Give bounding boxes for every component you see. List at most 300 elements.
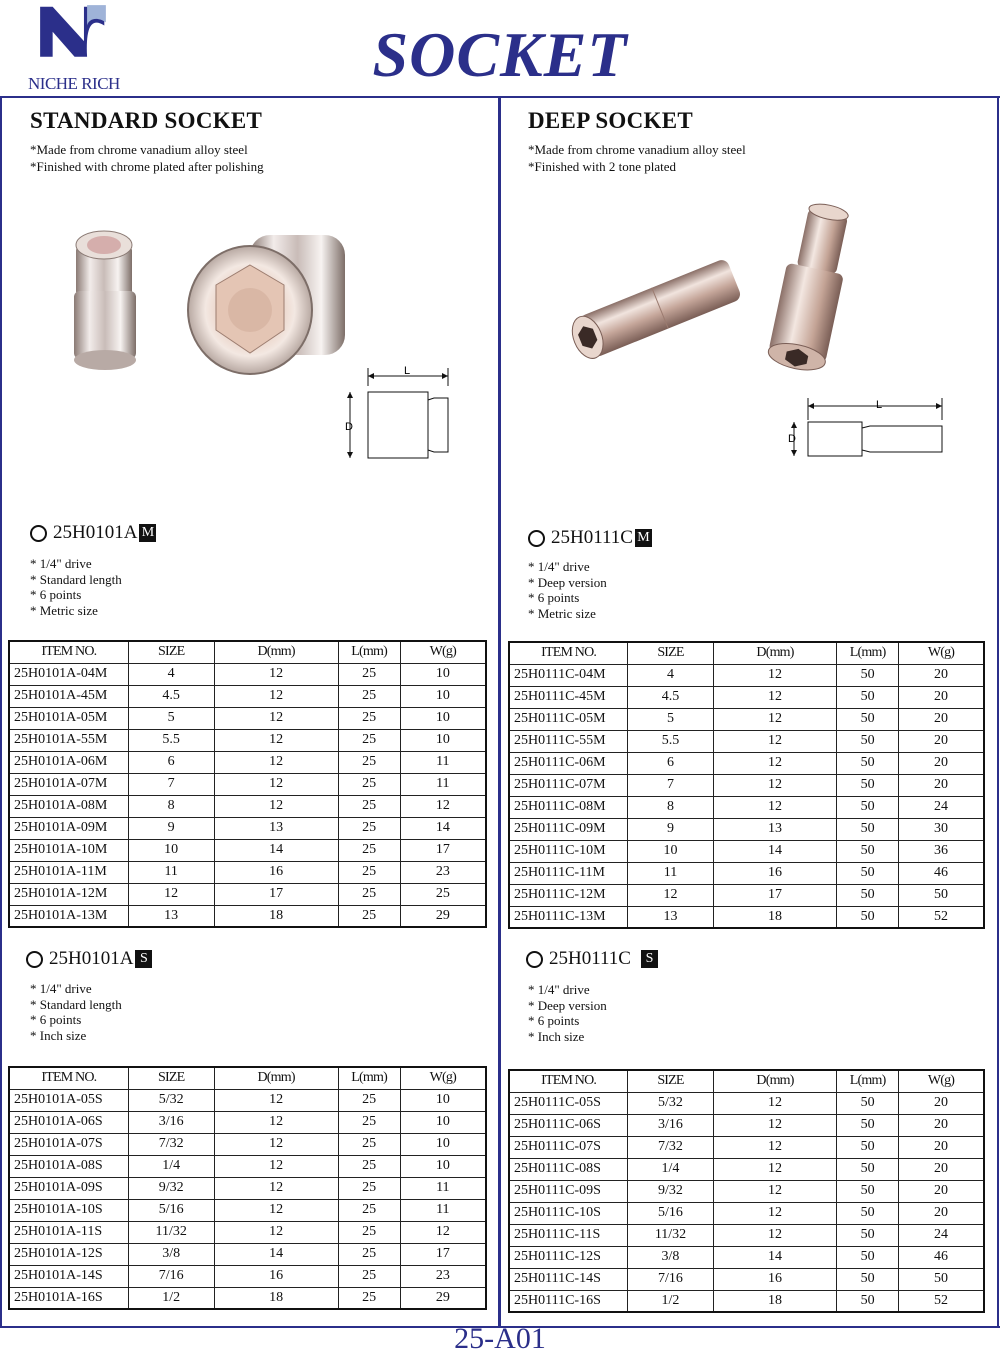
w-cell: 46 bbox=[899, 862, 985, 884]
table-row bbox=[9, 1287, 486, 1309]
item-no-cell: 25H0101A-16S bbox=[9, 1287, 128, 1309]
table-row bbox=[9, 1177, 486, 1199]
item-no-cell: 25H0111C-09M bbox=[509, 818, 628, 840]
spec-list bbox=[528, 559, 607, 621]
deep-metric-table bbox=[508, 641, 985, 929]
w-cell: 17 bbox=[400, 1243, 486, 1265]
item-no-cell: 25H0101A-08M bbox=[9, 795, 128, 817]
size-cell: 5/16 bbox=[628, 1202, 714, 1224]
size-cell: 4 bbox=[628, 664, 714, 686]
deep-section-title: DEEP SOCKET bbox=[528, 108, 693, 133]
table-row bbox=[9, 663, 486, 685]
table-row bbox=[509, 1224, 984, 1246]
table-row bbox=[9, 1111, 486, 1133]
item-no-cell: 25H0101A-09M bbox=[9, 817, 128, 839]
item-no-cell: 25H0101A-45M bbox=[9, 685, 128, 707]
size-cell: 7/16 bbox=[128, 1265, 214, 1287]
size-cell: 9/32 bbox=[628, 1180, 714, 1202]
size-cell: 5 bbox=[628, 708, 714, 730]
w-cell: 11 bbox=[400, 1177, 486, 1199]
size-cell: 8 bbox=[628, 796, 714, 818]
w-cell: 20 bbox=[899, 1114, 985, 1136]
spec-item: * Deep version bbox=[528, 574, 607, 590]
table-row bbox=[9, 1243, 486, 1265]
d-cell: 12 bbox=[214, 1111, 338, 1133]
l-cell: 50 bbox=[837, 774, 899, 796]
spec-item: * Metric size bbox=[30, 602, 98, 618]
table-header-row bbox=[509, 1070, 984, 1092]
l-cell: 25 bbox=[338, 795, 400, 817]
w-cell: 20 bbox=[899, 774, 985, 796]
feature-line: *Finished with chrome plated after polishing bbox=[30, 159, 264, 174]
w-cell: 29 bbox=[400, 905, 486, 927]
table-row bbox=[509, 818, 984, 840]
w-cell: 20 bbox=[899, 1092, 985, 1114]
model-heading bbox=[26, 948, 152, 970]
d-cell: 12 bbox=[713, 1092, 837, 1114]
column-header: W(g) bbox=[899, 642, 985, 664]
d-cell: 17 bbox=[214, 883, 338, 905]
model-number: 25H0111C bbox=[549, 948, 631, 969]
size-cell: 5.5 bbox=[128, 729, 214, 751]
item-no-cell: 25H0111C-08M bbox=[509, 796, 628, 818]
circle-icon bbox=[26, 951, 43, 968]
metric-badge: M bbox=[139, 524, 156, 542]
table-row bbox=[9, 1089, 486, 1111]
table-row bbox=[509, 840, 984, 862]
d-cell: 14 bbox=[713, 1246, 837, 1268]
size-cell: 3/16 bbox=[128, 1111, 214, 1133]
feature-line: *Made from chrome vanadium alloy steel bbox=[528, 142, 746, 157]
dim-length-label: L bbox=[404, 365, 411, 377]
d-cell: 12 bbox=[214, 773, 338, 795]
table-row bbox=[509, 862, 984, 884]
table-row bbox=[9, 839, 486, 861]
table-row bbox=[509, 774, 984, 796]
l-cell: 50 bbox=[837, 730, 899, 752]
d-cell: 12 bbox=[713, 664, 837, 686]
d-cell: 18 bbox=[214, 1287, 338, 1309]
w-cell: 20 bbox=[899, 1180, 985, 1202]
item-no-cell: 25H0101A-11S bbox=[9, 1221, 128, 1243]
item-no-cell: 25H0111C-45M bbox=[509, 686, 628, 708]
size-cell: 11/32 bbox=[128, 1221, 214, 1243]
item-no-cell: 25H0101A-10S bbox=[9, 1199, 128, 1221]
l-cell: 50 bbox=[837, 1092, 899, 1114]
d-cell: 16 bbox=[713, 1268, 837, 1290]
l-cell: 50 bbox=[837, 818, 899, 840]
column-header: ITEM NO. bbox=[9, 641, 128, 663]
d-cell: 18 bbox=[214, 905, 338, 927]
l-cell: 50 bbox=[837, 1224, 899, 1246]
item-no-cell: 25H0111C-06M bbox=[509, 752, 628, 774]
feature-line: *Finished with 2 tone plated bbox=[528, 159, 677, 174]
l-cell: 25 bbox=[338, 729, 400, 751]
w-cell: 29 bbox=[400, 1287, 486, 1309]
column-header: ITEM NO. bbox=[9, 1067, 128, 1089]
deep-dimension-diagram bbox=[780, 392, 950, 462]
dim-length-label: L bbox=[876, 399, 883, 411]
l-cell: 25 bbox=[338, 1111, 400, 1133]
size-cell: 11/32 bbox=[628, 1224, 714, 1246]
w-cell: 20 bbox=[899, 1202, 985, 1224]
l-cell: 25 bbox=[338, 1089, 400, 1111]
l-cell: 50 bbox=[837, 1158, 899, 1180]
item-no-cell: 25H0101A-55M bbox=[9, 729, 128, 751]
w-cell: 52 bbox=[899, 906, 985, 928]
l-cell: 50 bbox=[837, 796, 899, 818]
item-no-cell: 25H0111C-16S bbox=[509, 1290, 628, 1312]
w-cell: 10 bbox=[400, 707, 486, 729]
d-cell: 14 bbox=[713, 840, 837, 862]
l-cell: 50 bbox=[837, 1246, 899, 1268]
l-cell: 50 bbox=[837, 840, 899, 862]
model-number: 25H0101A bbox=[49, 948, 134, 969]
d-cell: 16 bbox=[713, 862, 837, 884]
item-no-cell: 25H0101A-07S bbox=[9, 1133, 128, 1155]
column-header: W(g) bbox=[899, 1070, 985, 1092]
spec-item: * Inch size bbox=[528, 1028, 585, 1044]
w-cell: 10 bbox=[400, 663, 486, 685]
dim-diameter-label: D bbox=[788, 433, 796, 445]
table-row bbox=[9, 861, 486, 883]
size-cell: 9 bbox=[128, 817, 214, 839]
w-cell: 10 bbox=[400, 685, 486, 707]
table-row bbox=[509, 1180, 984, 1202]
column-header: SIZE bbox=[128, 1067, 214, 1089]
size-cell: 5/32 bbox=[628, 1092, 714, 1114]
l-cell: 50 bbox=[837, 752, 899, 774]
size-cell: 13 bbox=[128, 905, 214, 927]
size-cell: 3/16 bbox=[628, 1114, 714, 1136]
w-cell: 12 bbox=[400, 795, 486, 817]
spec-item: * 6 points bbox=[30, 587, 82, 602]
item-no-cell: 25H0101A-14S bbox=[9, 1265, 128, 1287]
column-header: W(g) bbox=[400, 641, 486, 663]
w-cell: 10 bbox=[400, 1155, 486, 1177]
size-cell: 1/2 bbox=[628, 1290, 714, 1312]
l-cell: 25 bbox=[338, 685, 400, 707]
w-cell: 36 bbox=[899, 840, 985, 862]
table-row bbox=[509, 686, 984, 708]
w-cell: 11 bbox=[400, 1199, 486, 1221]
table-row bbox=[509, 730, 984, 752]
l-cell: 25 bbox=[338, 861, 400, 883]
l-cell: 25 bbox=[338, 839, 400, 861]
table-row bbox=[9, 817, 486, 839]
column-header: D(mm) bbox=[713, 642, 837, 664]
table-row bbox=[509, 1136, 984, 1158]
item-no-cell: 25H0111C-12S bbox=[509, 1246, 628, 1268]
size-cell: 5 bbox=[128, 707, 214, 729]
item-no-cell: 25H0111C-07M bbox=[509, 774, 628, 796]
page-number: 25-A01 bbox=[454, 1322, 546, 1353]
w-cell: 52 bbox=[899, 1290, 985, 1312]
item-no-cell: 25H0111C-10S bbox=[509, 1202, 628, 1224]
column-header: W(g) bbox=[400, 1067, 486, 1089]
w-cell: 30 bbox=[899, 818, 985, 840]
table-row bbox=[509, 1114, 984, 1136]
inch-badge: S bbox=[641, 950, 658, 968]
table-header-row bbox=[9, 641, 486, 663]
d-cell: 12 bbox=[214, 663, 338, 685]
d-cell: 12 bbox=[713, 774, 837, 796]
model-heading bbox=[528, 527, 652, 549]
page-title: SOCKET bbox=[372, 19, 628, 90]
w-cell: 10 bbox=[400, 1089, 486, 1111]
spec-item: * 1/4" drive bbox=[30, 556, 92, 571]
l-cell: 25 bbox=[338, 1265, 400, 1287]
table-row bbox=[9, 773, 486, 795]
w-cell: 20 bbox=[899, 686, 985, 708]
size-cell: 7/32 bbox=[128, 1133, 214, 1155]
size-cell: 6 bbox=[128, 751, 214, 773]
size-cell: 13 bbox=[628, 906, 714, 928]
item-no-cell: 25H0101A-11M bbox=[9, 861, 128, 883]
table-row bbox=[509, 752, 984, 774]
table-header-row bbox=[509, 642, 984, 664]
w-cell: 20 bbox=[899, 752, 985, 774]
item-no-cell: 25H0111C-07S bbox=[509, 1136, 628, 1158]
d-cell: 16 bbox=[214, 861, 338, 883]
table-row bbox=[509, 906, 984, 928]
size-cell: 4 bbox=[128, 663, 214, 685]
spec-item: * Standard length bbox=[30, 996, 122, 1012]
column-header: L(mm) bbox=[338, 1067, 400, 1089]
w-cell: 20 bbox=[899, 708, 985, 730]
size-cell: 11 bbox=[128, 861, 214, 883]
size-cell: 1/4 bbox=[128, 1155, 214, 1177]
column-header: SIZE bbox=[628, 1070, 714, 1092]
spec-list bbox=[30, 981, 122, 1043]
l-cell: 25 bbox=[338, 905, 400, 927]
w-cell: 24 bbox=[899, 796, 985, 818]
table-header-row bbox=[9, 1067, 486, 1089]
w-cell: 50 bbox=[899, 884, 985, 906]
w-cell: 10 bbox=[400, 729, 486, 751]
w-cell: 25 bbox=[400, 883, 486, 905]
column-header: L(mm) bbox=[837, 642, 899, 664]
size-cell: 8 bbox=[128, 795, 214, 817]
size-cell: 9/32 bbox=[128, 1177, 214, 1199]
item-no-cell: 25H0101A-10M bbox=[9, 839, 128, 861]
l-cell: 25 bbox=[338, 707, 400, 729]
spec-item: * 6 points bbox=[528, 1013, 580, 1028]
l-cell: 25 bbox=[338, 1133, 400, 1155]
d-cell: 12 bbox=[214, 729, 338, 751]
table-row bbox=[509, 1158, 984, 1180]
l-cell: 50 bbox=[837, 862, 899, 884]
size-cell: 11 bbox=[628, 862, 714, 884]
d-cell: 12 bbox=[713, 1158, 837, 1180]
size-cell: 5/32 bbox=[128, 1089, 214, 1111]
spec-item: * Standard length bbox=[30, 571, 122, 587]
dim-diameter-label: D bbox=[345, 421, 353, 433]
size-cell: 7 bbox=[628, 774, 714, 796]
d-cell: 12 bbox=[214, 1089, 338, 1111]
d-cell: 12 bbox=[713, 708, 837, 730]
l-cell: 25 bbox=[338, 773, 400, 795]
column-header: SIZE bbox=[628, 642, 714, 664]
d-cell: 18 bbox=[713, 906, 837, 928]
w-cell: 50 bbox=[899, 1268, 985, 1290]
w-cell: 23 bbox=[400, 1265, 486, 1287]
size-cell: 1/2 bbox=[128, 1287, 214, 1309]
item-no-cell: 25H0101A-09S bbox=[9, 1177, 128, 1199]
size-cell: 10 bbox=[628, 840, 714, 862]
d-cell: 12 bbox=[713, 1224, 837, 1246]
l-cell: 50 bbox=[837, 664, 899, 686]
spec-item: * Inch size bbox=[30, 1027, 87, 1043]
w-cell: 20 bbox=[899, 1158, 985, 1180]
spec-item: * 6 points bbox=[30, 1012, 82, 1027]
feature-line: *Made from chrome vanadium alloy steel bbox=[30, 142, 248, 157]
model-number: 25H0101A bbox=[53, 522, 138, 543]
item-no-cell: 25H0111C-55M bbox=[509, 730, 628, 752]
model-heading bbox=[30, 522, 156, 544]
l-cell: 25 bbox=[338, 1287, 400, 1309]
standard-dimension-diagram bbox=[340, 364, 460, 464]
item-no-cell: 25H0111C-08S bbox=[509, 1158, 628, 1180]
d-cell: 12 bbox=[214, 795, 338, 817]
item-no-cell: 25H0101A-13M bbox=[9, 905, 128, 927]
table-row bbox=[509, 1202, 984, 1224]
column-header: ITEM NO. bbox=[509, 1070, 628, 1092]
l-cell: 25 bbox=[338, 751, 400, 773]
table-row bbox=[9, 1133, 486, 1155]
l-cell: 50 bbox=[837, 1114, 899, 1136]
l-cell: 50 bbox=[837, 1290, 899, 1312]
item-no-cell: 25H0111C-04M bbox=[509, 664, 628, 686]
deep-features bbox=[528, 141, 746, 175]
deep-inch-table bbox=[508, 1069, 985, 1313]
table-row bbox=[9, 1221, 486, 1243]
size-cell: 10 bbox=[128, 839, 214, 861]
l-cell: 25 bbox=[338, 1243, 400, 1265]
w-cell: 20 bbox=[899, 664, 985, 686]
d-cell: 12 bbox=[214, 707, 338, 729]
w-cell: 24 bbox=[899, 1224, 985, 1246]
l-cell: 50 bbox=[837, 1202, 899, 1224]
l-cell: 50 bbox=[837, 1180, 899, 1202]
table-row bbox=[509, 664, 984, 686]
item-no-cell: 25H0111C-14S bbox=[509, 1268, 628, 1290]
size-cell: 7/32 bbox=[628, 1136, 714, 1158]
inch-badge: S bbox=[135, 950, 152, 968]
table-row bbox=[509, 796, 984, 818]
table-row bbox=[509, 884, 984, 906]
circle-icon bbox=[528, 530, 545, 547]
d-cell: 12 bbox=[713, 686, 837, 708]
column-header: L(mm) bbox=[837, 1070, 899, 1092]
column-divider bbox=[498, 98, 501, 1328]
d-cell: 17 bbox=[713, 884, 837, 906]
table-row bbox=[9, 795, 486, 817]
d-cell: 13 bbox=[713, 818, 837, 840]
item-no-cell: 25H0111C-11M bbox=[509, 862, 628, 884]
size-cell: 3/8 bbox=[628, 1246, 714, 1268]
table-row bbox=[9, 1199, 486, 1221]
standard-socket-photo bbox=[60, 215, 360, 395]
model-number: 25H0111C bbox=[551, 527, 633, 548]
table-row bbox=[509, 708, 984, 730]
size-cell: 9 bbox=[628, 818, 714, 840]
logo-text: NICHE RICH bbox=[28, 74, 120, 93]
spec-item: * Metric size bbox=[528, 605, 596, 621]
w-cell: 10 bbox=[400, 1133, 486, 1155]
l-cell: 25 bbox=[338, 817, 400, 839]
d-cell: 12 bbox=[713, 752, 837, 774]
w-cell: 20 bbox=[899, 1136, 985, 1158]
size-cell: 12 bbox=[128, 883, 214, 905]
size-cell: 4.5 bbox=[628, 686, 714, 708]
item-no-cell: 25H0111C-10M bbox=[509, 840, 628, 862]
d-cell: 12 bbox=[214, 1221, 338, 1243]
w-cell: 23 bbox=[400, 861, 486, 883]
table-row bbox=[509, 1092, 984, 1114]
size-cell: 5.5 bbox=[628, 730, 714, 752]
model-heading bbox=[526, 948, 658, 970]
table-row bbox=[9, 1155, 486, 1177]
size-cell: 7 bbox=[128, 773, 214, 795]
d-cell: 18 bbox=[713, 1290, 837, 1312]
table-row bbox=[9, 707, 486, 729]
w-cell: 10 bbox=[400, 1111, 486, 1133]
table-row bbox=[9, 685, 486, 707]
l-cell: 25 bbox=[338, 1199, 400, 1221]
size-cell: 6 bbox=[628, 752, 714, 774]
item-no-cell: 25H0111C-09S bbox=[509, 1180, 628, 1202]
table-row bbox=[509, 1290, 984, 1312]
table-row bbox=[9, 1265, 486, 1287]
d-cell: 16 bbox=[214, 1265, 338, 1287]
item-no-cell: 25H0111C-05M bbox=[509, 708, 628, 730]
size-cell: 7/16 bbox=[628, 1268, 714, 1290]
table-row bbox=[9, 751, 486, 773]
l-cell: 50 bbox=[837, 686, 899, 708]
d-cell: 13 bbox=[214, 817, 338, 839]
d-cell: 12 bbox=[214, 1199, 338, 1221]
size-cell: 5/16 bbox=[128, 1199, 214, 1221]
item-no-cell: 25H0101A-06S bbox=[9, 1111, 128, 1133]
d-cell: 12 bbox=[713, 1202, 837, 1224]
item-no-cell: 25H0111C-06S bbox=[509, 1114, 628, 1136]
spec-item: * 1/4" drive bbox=[528, 559, 590, 574]
spec-list bbox=[528, 982, 607, 1044]
w-cell: 11 bbox=[400, 773, 486, 795]
column-header: D(mm) bbox=[713, 1070, 837, 1092]
l-cell: 50 bbox=[837, 906, 899, 928]
l-cell: 50 bbox=[837, 1136, 899, 1158]
item-no-cell: 25H0111C-05S bbox=[509, 1092, 628, 1114]
table-row bbox=[9, 883, 486, 905]
circle-icon bbox=[30, 525, 47, 542]
spec-item: * 6 points bbox=[528, 590, 580, 605]
w-cell: 12 bbox=[400, 1221, 486, 1243]
w-cell: 11 bbox=[400, 751, 486, 773]
item-no-cell: 25H0101A-05S bbox=[9, 1089, 128, 1111]
table-row bbox=[9, 729, 486, 751]
item-no-cell: 25H0101A-12M bbox=[9, 883, 128, 905]
standard-metric-table bbox=[8, 640, 487, 928]
item-no-cell: 25H0101A-05M bbox=[9, 707, 128, 729]
d-cell: 12 bbox=[713, 1180, 837, 1202]
l-cell: 50 bbox=[837, 884, 899, 906]
l-cell: 25 bbox=[338, 883, 400, 905]
d-cell: 14 bbox=[214, 1243, 338, 1265]
spec-item: * 1/4" drive bbox=[528, 982, 590, 997]
column-header: D(mm) bbox=[214, 641, 338, 663]
